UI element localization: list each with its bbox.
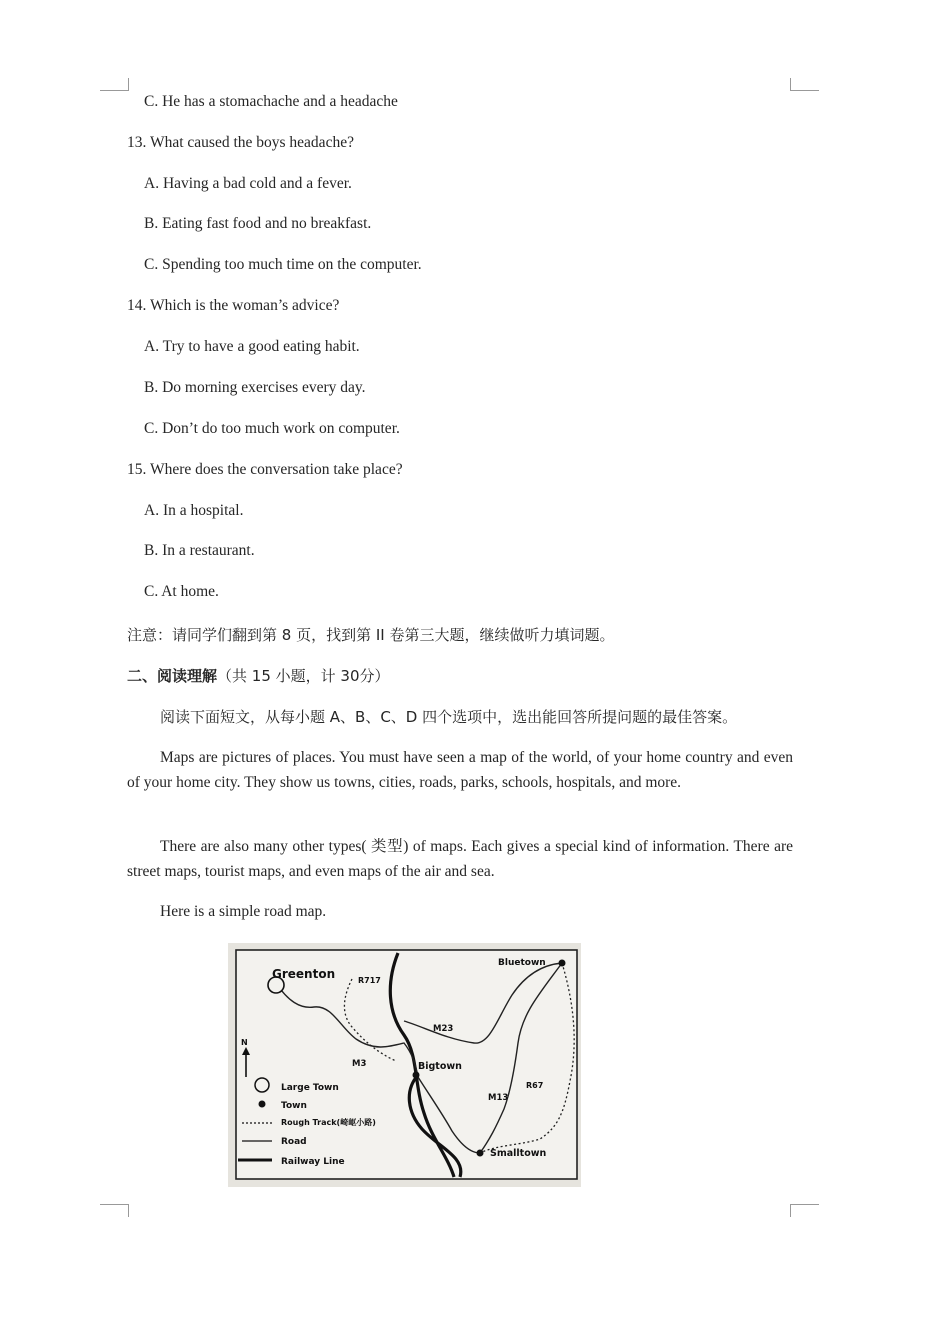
passage-paragraph-1: Maps are pictures of places. You must have seen a map of the world, of your home country and even of your home city. They show us towns, cities, roads, parks, schools, hospitals, and more. xyxy=(127,749,793,791)
section-title: 二、阅读理解 xyxy=(127,667,218,685)
q15-option-a: A. In a hospital. xyxy=(144,502,244,519)
q13-option-c: C. Spending too much time on the computer. xyxy=(144,256,422,273)
north-label: N xyxy=(241,1038,248,1047)
section-heading xyxy=(127,665,390,686)
legend-rough-track: Rough Track(崎岖小路) xyxy=(281,1118,376,1127)
bluetown-marker xyxy=(559,960,566,967)
label-r717: R717 xyxy=(358,976,381,985)
legend-town-icon xyxy=(259,1101,266,1108)
q14-question: 14. Which is the woman’s advice? xyxy=(127,297,340,314)
q14-option-b: B. Do morning exercises every day. xyxy=(144,379,366,396)
label-smalltown: Smalltown xyxy=(490,1148,547,1159)
legend-large-town: Large Town xyxy=(281,1083,339,1093)
q14-option-a: A. Try to have a good eating habit. xyxy=(144,338,360,355)
q13-question: 13. What caused the boys headache? xyxy=(127,134,354,151)
label-r67: R67 xyxy=(526,1081,544,1090)
road-map-figure xyxy=(228,943,581,1187)
q15-option-c: C. At home. xyxy=(144,583,219,600)
legend-town: Town xyxy=(281,1101,307,1111)
section-instruction: 阅读下面短文，从每小题 A、B、C、D 四个选项中，选出能回答所提问题的最佳答案。 xyxy=(160,708,738,726)
passage-paragraph-3: Here is a simple road map. xyxy=(160,903,327,920)
label-greenton: Greenton xyxy=(272,967,336,981)
legend-railway: Railway Line xyxy=(281,1157,345,1167)
bigtown-marker xyxy=(413,1072,420,1079)
legend-road: Road xyxy=(281,1137,307,1147)
crop-mark-bottom-right xyxy=(790,1204,819,1217)
smalltown-marker xyxy=(477,1150,484,1157)
crop-mark-top-left xyxy=(100,78,129,91)
q14-option-c: C. Don’t do too much work on computer. xyxy=(144,420,400,437)
crop-mark-bottom-left xyxy=(100,1204,129,1217)
q13-option-a: A. Having a bad cold and a fever. xyxy=(144,175,352,192)
label-bigtown: Bigtown xyxy=(418,1061,462,1072)
q15-question: 15. Where does the conversation take place? xyxy=(127,461,403,478)
section-detail: （共 15 小题，计 30分） xyxy=(217,667,390,685)
label-m3: M3 xyxy=(352,1059,367,1069)
passage-paragraph-2: There are also many other types( 类型) of maps. Each gives a special kind of information. There are street maps, tourist maps, and even maps of the air and sea. xyxy=(127,838,793,880)
label-m13: M13 xyxy=(488,1093,509,1103)
label-m23: M23 xyxy=(433,1024,454,1034)
q15-option-b: B. In a restaurant. xyxy=(144,542,255,559)
q12-option-c: C. He has a stomachache and a headache xyxy=(144,93,398,110)
crop-mark-top-right xyxy=(790,78,819,91)
road-map-svg xyxy=(228,943,581,1187)
label-bluetown: Bluetown xyxy=(498,958,546,968)
q13-option-b: B. Eating fast food and no breakfast. xyxy=(144,215,372,232)
notice-text: 注意：请同学们翻到第 8 页，找到第 II 卷第三大题，继续做听力填词题。 xyxy=(127,626,615,644)
